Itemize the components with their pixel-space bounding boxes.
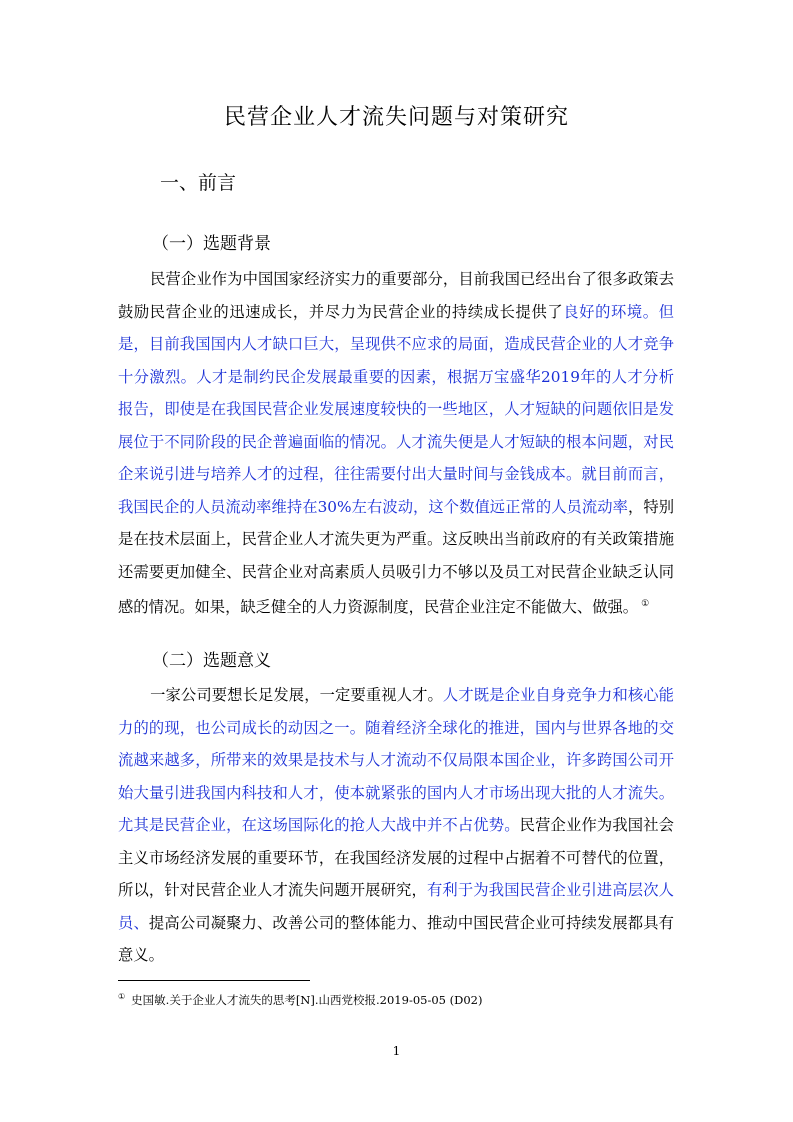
footnote-reference[interactable]: ① bbox=[641, 599, 650, 609]
footnote-text: 史国敏.关于企业人才流失的思考[N].山西党校报.2019-05-05 (D02) bbox=[131, 993, 483, 1007]
paragraph-segment-highlighted: 有利于为我国民营企业引进高层次人员、 bbox=[118, 881, 674, 932]
document-title: 民营企业人才流失问题与对策研究 bbox=[223, 105, 569, 130]
paragraph-segment: 民营企业作为中国国家经济实力的重要部分，目前我国已经出台了很多政策去鼓励民营企业的迅速成长，并尽力为民营企业的持续成长提供了 bbox=[118, 270, 674, 321]
subsection-heading-background: （一）选题背景 bbox=[152, 234, 271, 254]
paragraph-segment: ，特别是在技术层面上，民营企业人才流失更为严重。这反映出当前政府的有关政策措施还需要更加健全、民营企业对高素质人员吸引力不够以及员工对民营企业缺乏认同感的情况。如果，缺乏健全的人力资源制度，民营企业注定不能做大、做强。 bbox=[118, 497, 674, 617]
section-heading: 一、前言 bbox=[160, 172, 237, 194]
subsection-heading-significance: （二）选题意义 bbox=[152, 651, 271, 671]
page-number: 1 bbox=[392, 1044, 401, 1058]
footnote-divider bbox=[118, 980, 310, 981]
paragraph-segment: 一家公司要想长足发展，一定要重视人才。 bbox=[150, 686, 443, 704]
paragraph-significance bbox=[118, 679, 674, 972]
footnote-mark: ① bbox=[118, 992, 126, 1002]
paragraph-segment: 提高公司凝聚力、改善公司的整体能力、推动中国民营企业可持续发展都具有意义。 bbox=[118, 913, 674, 964]
paragraph-background bbox=[118, 263, 674, 624]
paragraph-segment-highlighted: 良好的环境。但是，目前我国国内人才缺口巨大，呈现供不应求的局面，造成民营企业的人才竞争十分激烈。人才是制约民企发展最重要的因素，根据万宝盛华2019年的人才分析报告，即使是在我国民营企业发展速度较快的一些地区，人才短缺的问题依旧是发展位于不同阶段的民企普遍面临的情况。人才流失便是人才短缺的根本问题，对民企来说引进与培养人才的过程，往往需要付出大量时间与金钱成本。就目前而言，我国民企的人员流动率维持在30%左右波动，这个数值远正常的人员流动率 bbox=[118, 302, 674, 516]
paragraph-segment: 民营企业作为我国社会主义市场经济发展的重要环节，在我国经济发展的过程中占据着不可替代的位置，所以，针对民营企业人才流失问题开展研究， bbox=[118, 816, 674, 899]
paragraph-segment-highlighted: 人才既是企业自身竞争力和核心能力的的现，也公司成长的动因之一。随着经济全球化的推进，国内与世界各地的交流越来越多，所带来的效果是技术与人才流动不仅局限本国企业，许多跨国公司开始大量引进我国内科技和人才，使本就紧张的国内人才市场出现大批的人才流失。尤其是民营企业，在这场国际化的抢人大战中并不占优势。 bbox=[118, 686, 674, 834]
footnote bbox=[118, 992, 482, 1008]
